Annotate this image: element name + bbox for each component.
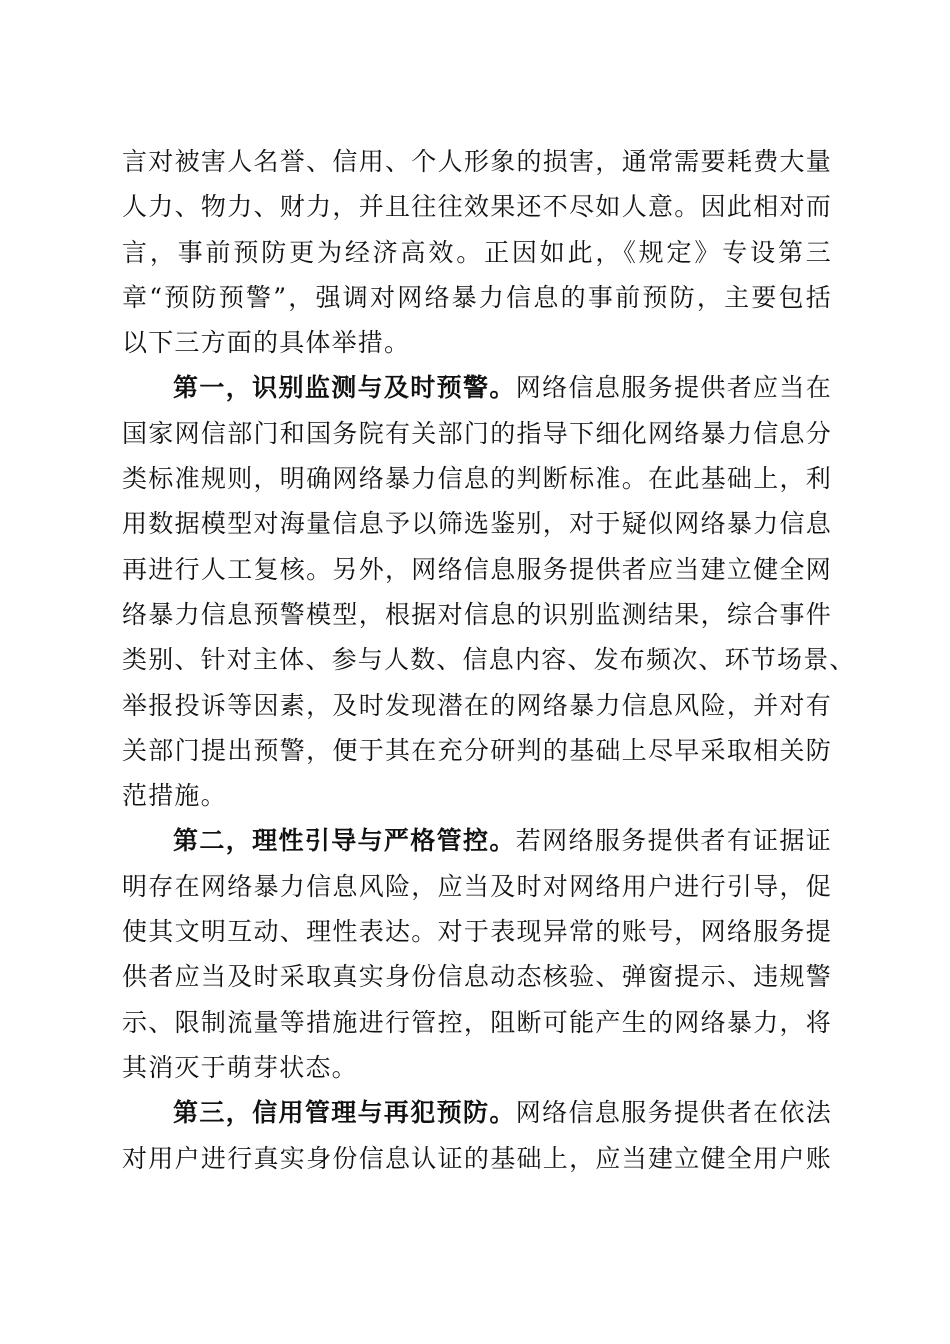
text-line — [122, 683, 832, 728]
line-text: 使其文明互动、理性表达。对于表现异常的账号，网络服务提 — [122, 917, 832, 947]
line-text: 人力、物力、财力，并且往往效果还不尽如人意。因此相对而 — [122, 192, 832, 222]
line-text: 供者应当及时采取真实身份信息动态核验、弹窗提示、违规警 — [122, 962, 832, 992]
text-line — [122, 592, 832, 637]
text-line — [122, 184, 832, 229]
paragraph-first-line — [122, 818, 832, 863]
paragraph-heading: 第三，信用管理与再犯预防。 — [173, 1098, 516, 1128]
text-line — [122, 411, 832, 456]
line-text: 国家网信部门和国务院有关部门的指导下细化网络暴力信息分 — [122, 418, 832, 448]
line-text: 言对被害人名誉、信用、个人形象的损害，通常需要耗费大量 — [122, 147, 832, 176]
text-line — [122, 501, 832, 546]
text-line — [122, 1136, 832, 1181]
text-line — [122, 773, 832, 818]
line-text: 类别、针对主体、参与人数、信息内容、发布频次、环节场景、 — [122, 645, 856, 675]
document-body — [122, 139, 856, 1181]
text-line — [122, 275, 832, 320]
line-text: 言，事前预防更为经济高效。正因如此，《规定》专设第三 — [122, 237, 832, 267]
text-line — [122, 1045, 832, 1090]
line-text: 对用户进行真实身份信息认证的基础上，应当建立健全用户账 — [122, 1143, 832, 1173]
text-line — [122, 320, 832, 365]
line-text: 章“预防预警”，强调对网络暴力信息的事前预防，主要包括 — [122, 282, 832, 312]
text-line — [122, 456, 832, 501]
line-text: 其消灭于萌芽状态。 — [122, 1052, 358, 1082]
line-text: 网络信息服务提供者在依法 — [515, 1098, 832, 1128]
text-line — [122, 1000, 832, 1045]
text-line — [122, 864, 832, 909]
paragraph-first-line — [122, 1090, 832, 1135]
line-text: 范措施。 — [122, 781, 227, 811]
line-text: 再进行人工复核。另外，网络信息服务提供者应当建立健全网 — [122, 554, 832, 584]
text-line — [122, 139, 832, 184]
text-line — [122, 954, 832, 999]
paragraph-first-line — [122, 365, 832, 410]
text-line — [122, 637, 856, 682]
text-line — [122, 547, 832, 592]
text-line — [122, 728, 832, 773]
paragraph-heading: 第二，理性引导与严格管控。 — [173, 826, 516, 856]
line-text: 用数据模型对海量信息予以筛选鉴别，对于疑似网络暴力信息 — [122, 509, 832, 539]
line-text: 明存在网络暴力信息风险，应当及时对网络用户进行引导，促 — [122, 871, 832, 901]
line-text: 以下三方面的具体举措。 — [122, 328, 411, 358]
line-text: 举报投诉等因素，及时发现潜在的网络暴力信息风险，并对有 — [122, 690, 832, 720]
line-text: 示、限制流量等措施进行管控，阻断可能产生的网络暴力，将 — [122, 1007, 832, 1037]
line-text: 类标准规则，明确网络暴力信息的判断标准。在此基础上，利 — [122, 464, 832, 494]
text-line — [122, 230, 832, 275]
paragraph-heading: 第一，识别监测与及时预警。 — [173, 373, 516, 403]
line-text: 网络信息服务提供者应当在 — [515, 373, 832, 403]
line-text: 络暴力信息预警模型，根据对信息的识别监测结果，综合事件 — [122, 599, 832, 629]
text-line — [122, 909, 832, 954]
line-text: 关部门提出预警，便于其在充分研判的基础上尽早采取相关防 — [122, 735, 832, 765]
line-text: 若网络服务提供者有证据证 — [515, 826, 832, 856]
